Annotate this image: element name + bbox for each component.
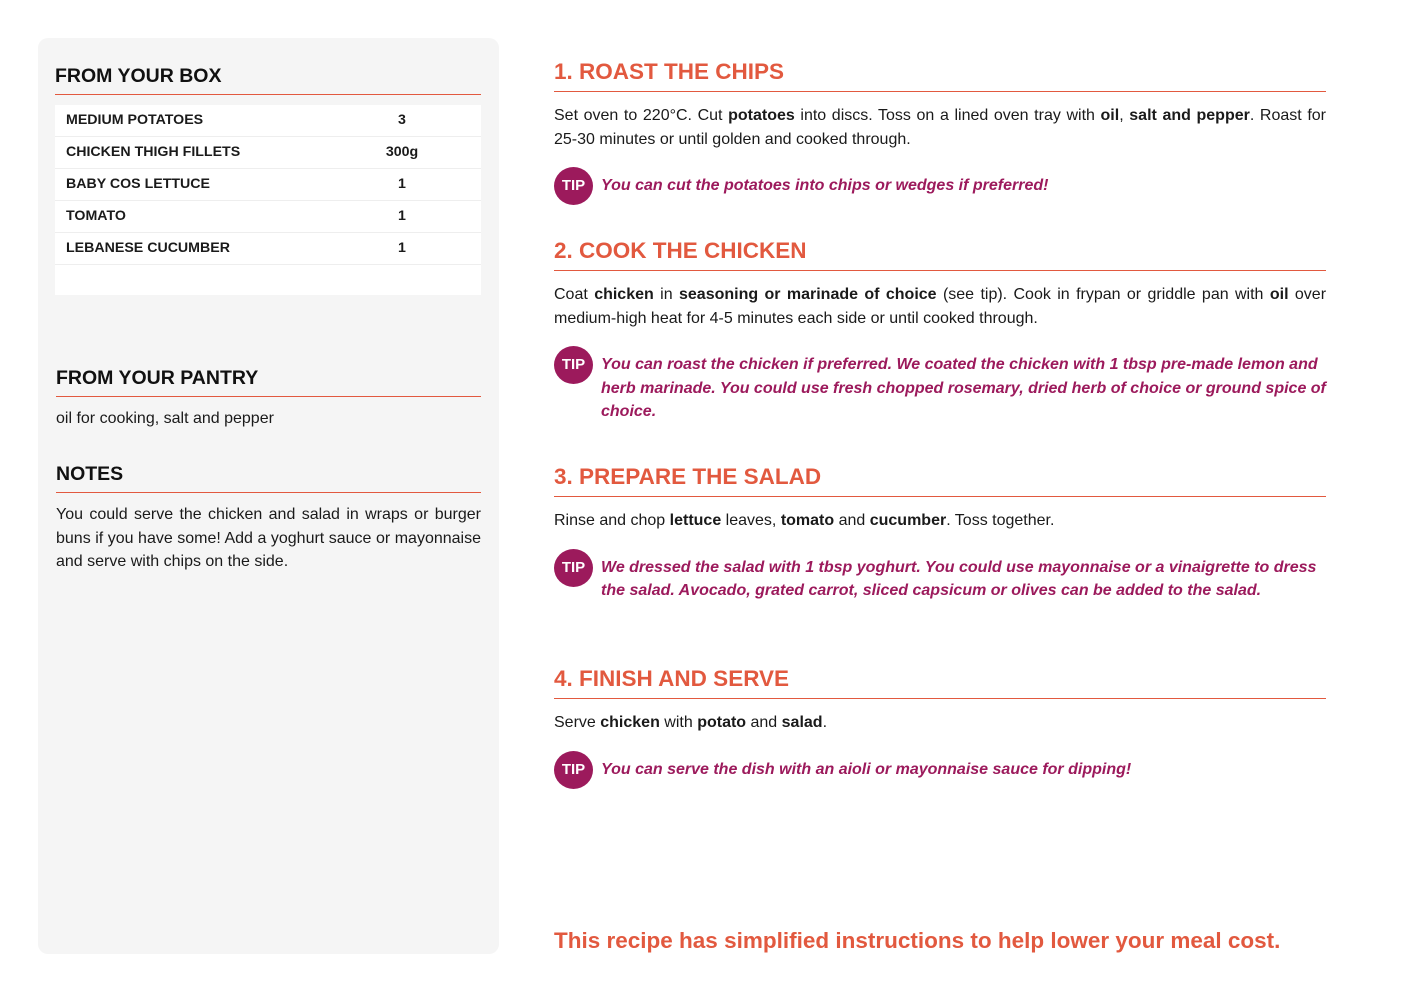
- ingredient-row: [55, 137, 481, 169]
- ingredient-highlight: salad: [781, 714, 823, 731]
- step-heading: 4. FINISH AND SERVE: [554, 665, 1326, 699]
- ingredient-row: [55, 201, 481, 233]
- ingredient-name: LEBANESE CUCUMBER: [66, 240, 230, 256]
- pantry-text: oil for cooking, salt and pepper: [56, 410, 274, 427]
- ingredient-qty: 3: [398, 112, 406, 128]
- ingredient-qty: 300g: [385, 144, 419, 160]
- tip-badge-icon: TIP: [554, 751, 593, 789]
- tip-callout: [554, 549, 1326, 603]
- step-instructions: [554, 283, 1326, 330]
- step-instructions: [554, 509, 1326, 533]
- instruction-text: and: [834, 512, 870, 529]
- tip-text: You can roast the chicken if preferred. We coated the chicken with 1 tbsp pre-made lemon and herb marinade. You could use fresh chopped rosemary, dried herb of choice or ground spice of choice.: [601, 356, 1326, 420]
- step-instructions: [554, 711, 1326, 735]
- ingredient-qty: 1: [398, 208, 406, 224]
- instruction-text: . Toss together.: [946, 512, 1055, 529]
- tip-text: You can serve the dish with an aioli or mayonnaise sauce for dipping!: [601, 760, 1132, 778]
- ingredient-highlight: chicken: [600, 714, 660, 731]
- footer-note: This recipe has simplified instructions to help lower your meal cost.: [554, 928, 1281, 953]
- instruction-text: Set oven to 220°C. Cut: [554, 107, 729, 124]
- step-instructions: [554, 104, 1326, 151]
- instruction-text: over medium-high heat for 4-5 minutes each side or until cooked through.: [554, 286, 1327, 327]
- ingredient-qty: 1: [398, 240, 406, 256]
- ingredients-sidebar: [38, 38, 499, 954]
- ingredient-highlight: salt and pepper: [1129, 107, 1250, 124]
- instruction-text: into discs. Toss on a lined oven tray with: [794, 107, 1101, 124]
- step-heading: 3. PREPARE THE SALAD: [554, 463, 1326, 497]
- ingredient-name: MEDIUM POTATOES: [66, 112, 204, 128]
- tip-callout: [554, 751, 1326, 789]
- instruction-text: Rinse and chop: [554, 512, 670, 529]
- ingredient-row: [55, 105, 481, 137]
- ingredient-highlight: cucumber: [869, 512, 947, 529]
- ingredient-highlight: oil: [1269, 286, 1289, 303]
- ingredient-highlight: chicken: [594, 286, 654, 303]
- instruction-text: .: [822, 714, 828, 731]
- step-4: [554, 665, 1326, 789]
- ingredient-name: CHICKEN THIGH FILLETS: [66, 144, 241, 160]
- instruction-text: in: [653, 286, 679, 303]
- from-your-pantry-heading: FROM YOUR PANTRY: [56, 366, 481, 397]
- instruction-text: (see tip). Cook in frypan or griddle pan with: [936, 286, 1270, 303]
- ingredient-name: TOMATO: [66, 208, 126, 224]
- tip-text: You can cut the potatoes into chips or wedges if preferred!: [601, 177, 1049, 194]
- instruction-text: Coat: [554, 286, 595, 303]
- instruction-text: ,: [1119, 107, 1130, 124]
- tip-text: We dressed the salad with 1 tbsp yoghurt. You could use mayonnaise or a vinaigrette to dress the salad. Avocado, grated carrot, sliced capsicum or olives can be added to the salad.: [601, 558, 1317, 599]
- step-1: [554, 58, 1326, 205]
- instruction-text: and: [746, 714, 782, 731]
- step-3: [554, 463, 1326, 603]
- ingredient-name: BABY COS LETTUCE: [66, 176, 210, 192]
- notes-text: You could serve the chicken and salad in wraps or burger buns if you have some! Add a yoghurt sauce or mayonnaise and serve with chips on the side.: [56, 506, 481, 570]
- instruction-text: Serve: [554, 714, 601, 731]
- tip-callout: [554, 167, 1326, 205]
- notes-heading: NOTES: [56, 462, 481, 493]
- step-2: [554, 237, 1326, 424]
- ingredient-table: [55, 105, 481, 295]
- step-heading: 2. COOK THE CHICKEN: [554, 237, 1326, 271]
- instruction-text: leaves,: [721, 512, 781, 529]
- ingredient-row: [55, 169, 481, 201]
- tip-badge-icon: TIP: [554, 549, 593, 587]
- ingredient-highlight: lettuce: [669, 512, 722, 529]
- tip-badge-icon: TIP: [554, 346, 593, 384]
- tip-badge-icon: TIP: [554, 167, 593, 205]
- ingredient-highlight: potato: [697, 714, 747, 731]
- instruction-text: with: [659, 714, 698, 731]
- ingredient-row: [55, 233, 481, 265]
- ingredient-highlight: tomato: [780, 512, 835, 529]
- ingredient-highlight: potatoes: [728, 107, 795, 124]
- from-your-box-heading: FROM YOUR BOX: [55, 64, 481, 95]
- ingredient-highlight: oil: [1100, 107, 1120, 124]
- ingredient-qty: 1: [398, 176, 406, 192]
- ingredient-highlight: seasoning or marinade of choice: [679, 286, 937, 303]
- tip-callout: [554, 346, 1326, 424]
- step-heading: 1. ROAST THE CHIPS: [554, 58, 1326, 92]
- instruction-text: . Roast for 25-30 minutes or until golden and cooked through.: [554, 107, 1326, 148]
